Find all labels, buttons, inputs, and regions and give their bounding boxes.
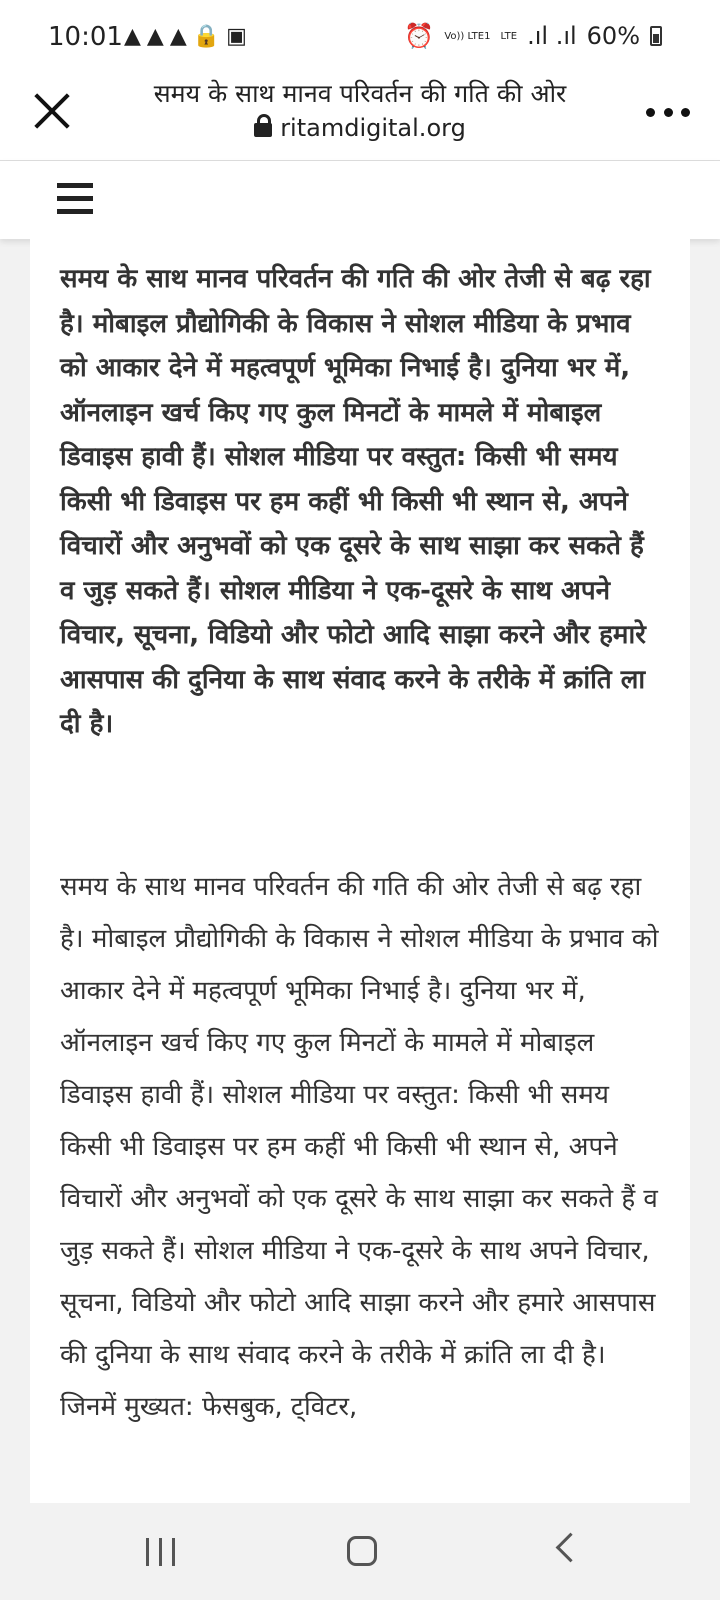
more-options-button[interactable] bbox=[646, 106, 690, 118]
alarm-icon: ⏰ bbox=[404, 22, 435, 50]
lock-icon bbox=[254, 123, 272, 137]
page-url bbox=[110, 114, 610, 142]
home-button[interactable] bbox=[347, 1536, 377, 1566]
menu-icon[interactable] bbox=[57, 183, 93, 215]
battery-icon bbox=[650, 26, 662, 46]
article-paragraph-bold: समय के साथ मानव परिवर्तन की गति की ओर तेजी से बढ़ रहा है। मोबाइल प्रौद्योगिकी के विकास ने सोशल मीडिया के प्रभाव को आकार देने में महत्वपूर्ण भूमिका निभाई है। दुनिया भर में, ऑनलाइन खर्च किए गए कुल मिनटों के मामले में मोबाइल डिवाइस हावी हैं। सोशल मीडिया पर वस्तुत: किसी भी समय किसी भी डिवाइस पर हम कहीं भी किसी भी स्थान से, अपने विचारों और अनुभवों को एक दूसरे के साथ साझा कर सकते हैं व जुड़ सकते हैं। सोशल मीडिया ने एक-दूसरे के साथ अपने विचार, सूचना, विडियो और फोटो आदि साझा करने और हमारे आसपास की दुनिया के साथ संवाद करने के तरीके में क्रांति ला दी है। bbox=[60, 264, 651, 739]
signal-icon: .ıl .ıl bbox=[527, 22, 577, 50]
url-text: ritamdigital.org bbox=[280, 114, 466, 142]
recents-button[interactable] bbox=[146, 1538, 176, 1566]
close-button[interactable] bbox=[30, 88, 74, 132]
dot bbox=[664, 108, 673, 117]
status-bar bbox=[0, 0, 720, 80]
notification-icons: ▲▲▲🔒▣ bbox=[124, 24, 253, 49]
battery-percent: 60% bbox=[586, 22, 640, 50]
status-right bbox=[404, 22, 662, 50]
dot bbox=[646, 108, 655, 117]
article-card bbox=[30, 239, 690, 1503]
volte-icon: Vo)) LTE1 bbox=[444, 30, 491, 42]
dot bbox=[681, 108, 690, 117]
lte-icon: LTE bbox=[500, 30, 518, 42]
site-nav bbox=[0, 161, 720, 239]
article-paragraph: समय के साथ मानव परिवर्तन की गति की ओर तेजी से बढ़ रहा है। मोबाइल प्रौद्योगिकी के विकास ने सोशल मीडिया के प्रभाव को आकार देने में महत्वपूर्ण भूमिका निभाई है। दुनिया भर में, ऑनलाइन खर्च किए गए कुल मिनटों के मामले में मोबाइल डिवाइस हावी हैं। सोशल मीडिया पर वस्तुत: किसी भी समय किसी भी डिवाइस पर हम कहीं भी किसी भी स्थान से, अपने विचारों और अनुभवों को एक दूसरे के साथ साझा कर सकते हैं व जुड़ सकते हैं। सोशल मीडिया ने एक-दूसरे के साथ अपने विचार, सूचना, विडियो और फोटो आदि साझा करने और हमारे आसपास की दुनिया के साथ संवाद करने के तरीके में क्रांति ला दी है। जिनमें मुख्यत: फेसबुक, ट्विटर, bbox=[60, 872, 659, 1422]
page-title: समय के साथ मानव परिवर्तन की गति की ओर bbox=[153, 79, 567, 108]
status-time: 10:01 bbox=[48, 22, 123, 52]
